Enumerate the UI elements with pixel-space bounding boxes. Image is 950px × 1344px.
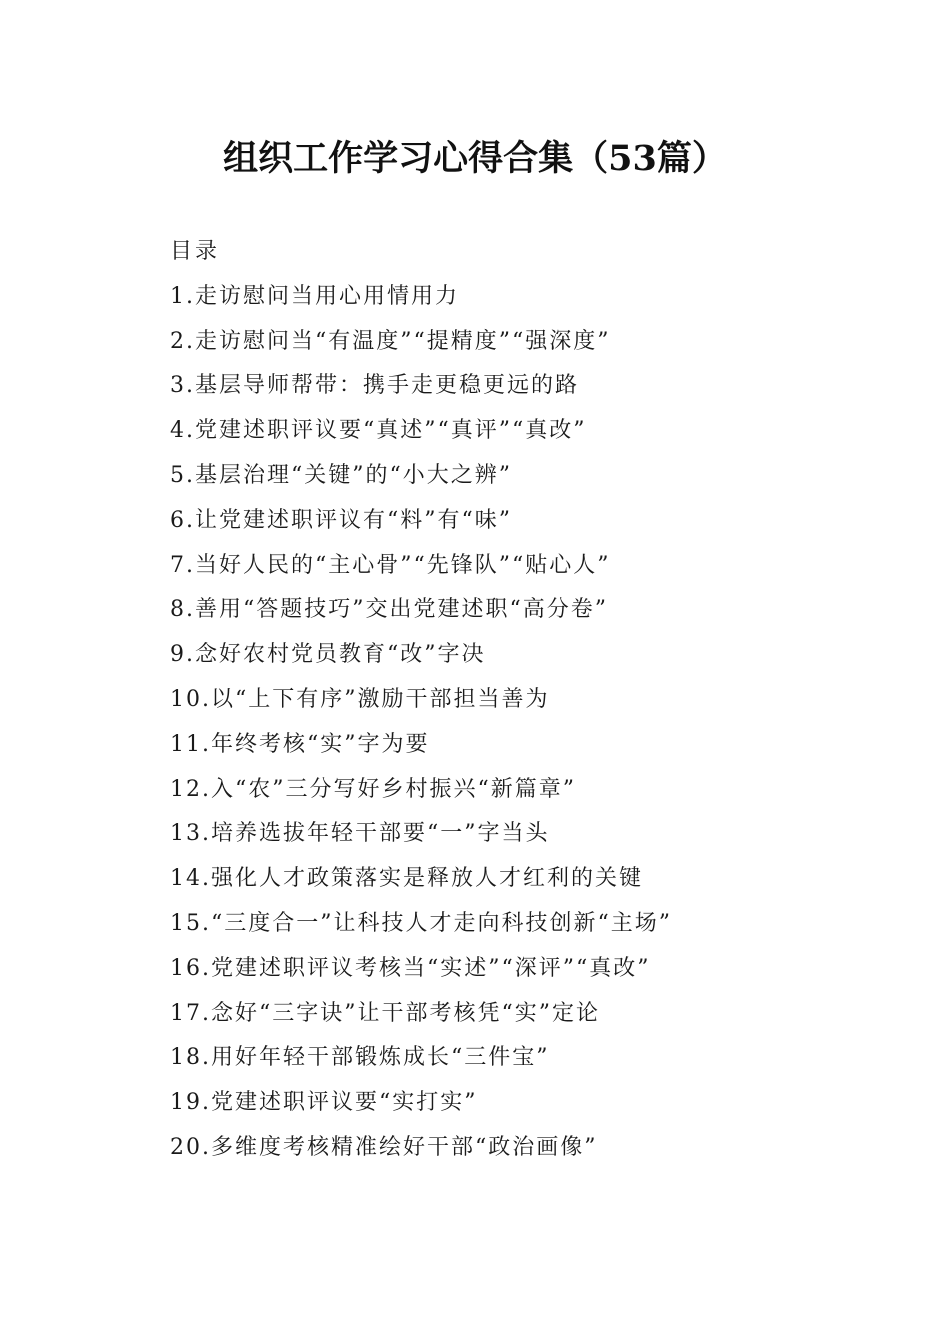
toc-item: 8.善用“答题技巧”交出党建述职“高分卷” (170, 597, 608, 623)
toc-item: 19.党建述职评议要“实打实” (170, 1090, 478, 1116)
toc-item: 17.念好“三字诀”让干部考核凭“实”定论 (170, 1000, 600, 1026)
toc-item: 12.入“农”三分写好乡村振兴“新篇章” (170, 776, 576, 802)
toc-heading: 目录 (170, 239, 221, 264)
toc-item: 13.培养选拔年轻干部要“一”字当头 (170, 821, 550, 847)
toc-item: 16.党建述职评议考核当“实述”“深评”“真改” (170, 955, 651, 981)
toc-item: 20.多维度考核精准绘好干部“政治画像” (170, 1134, 598, 1160)
toc-item: 14.强化人才政策落实是释放人才红利的关键 (170, 866, 643, 892)
toc-item: 1.走访慰问当用心用情用力 (170, 283, 459, 309)
toc-item: 3.基层导师帮带：携手走更稳更远的路 (170, 373, 579, 399)
toc-item: 11.年终考核“实”字为要 (170, 731, 430, 757)
toc-item: 6.让党建述职评议有“料”有“味” (170, 507, 512, 533)
toc-list (170, 277, 870, 1168)
toc-item: 15.“三度合一”让科技人才走向科技创新“主场” (170, 910, 672, 936)
toc-item: 18.用好年轻干部锻炼成长“三件宝” (170, 1045, 550, 1071)
toc-item: 7.当好人民的“主心骨”“先锋队”“贴心人” (170, 552, 611, 578)
toc-item: 5.基层治理“关键”的“小大之辨” (170, 462, 512, 488)
toc-item: 10.以“上下有序”激励干部担当善为 (170, 686, 550, 712)
document-title: 组织工作学习心得合集（53篇） (223, 138, 727, 179)
toc-item: 9.念好农村党员教育“改”字决 (170, 642, 486, 668)
toc-item: 4.党建述职评议要“真述”“真评”“真改” (170, 418, 587, 444)
table-of-contents (170, 232, 870, 1173)
toc-item: 2.走访慰问当“有温度”“提精度”“强深度” (170, 328, 611, 354)
